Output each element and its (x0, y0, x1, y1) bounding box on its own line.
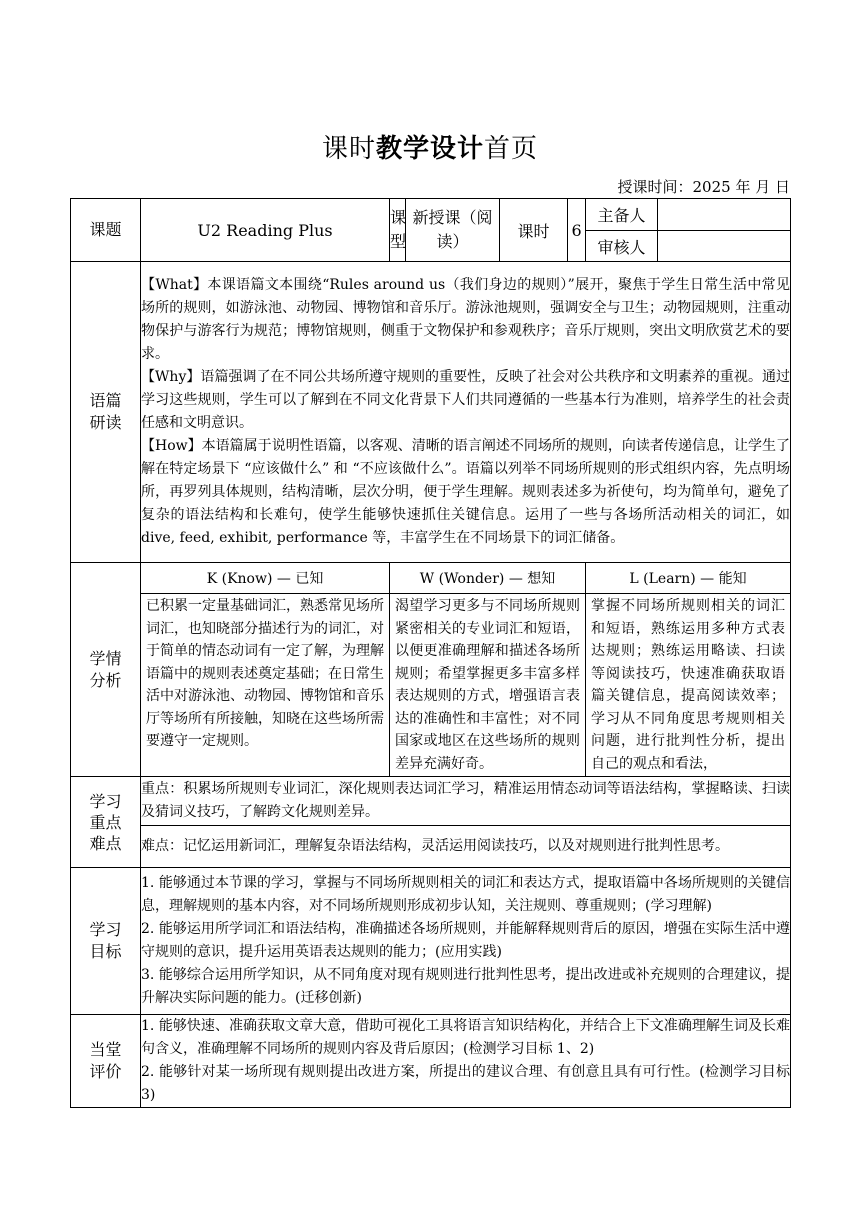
kwl-know-text: 已积累一定量基础词汇，熟悉常见场所词汇，也知晓部分描述行为的词汇，对于简单的情态动词有一定了解，为理解语篇中的规则表述奠定基础；在日常生活中对游泳池、动物园、博物馆和音乐厅等场所有所接触，知晓在这些场所需要遵守一定规则。 (141, 594, 390, 777)
preparer-label: 主备人 (586, 199, 658, 231)
objective-item: 3. 能够综合运用所学知识，从不同角度对现有规则进行批判性思考，提出改进或补充规则的合理建议，提升解决实际问题的能力。(迁移创新) (141, 967, 791, 1006)
text-study-label: 语篇研读 (71, 262, 141, 563)
kwl-wonder-header: W (Wonder) — 想知 (390, 563, 586, 594)
assessment-item: 1. 能够快速、准确获取文章大意，借助可视化工具将语言知识结构化，并结合上下文准确理解生词及长难句含义，准确理解不同场所的规则内容及背后原因；(检测学习目标 1、2) (141, 1018, 791, 1057)
difficult-points-text: 难点：记忆运用新词汇，理解复杂语法结构，灵活运用阅读技巧，以及对规则进行批判性思考。 (141, 826, 791, 868)
period-value: 6 (568, 199, 586, 262)
reviewer-label: 审核人 (586, 231, 658, 262)
assessment-label: 当堂评价 (71, 1015, 141, 1108)
text-study-content (141, 262, 791, 563)
type-label: 课型 (390, 199, 406, 262)
objectives-content (141, 868, 791, 1015)
title-bold: 教学设计 (375, 134, 484, 164)
learner-analysis-label: 学情分析 (71, 563, 141, 777)
lesson-plan-table (70, 198, 791, 1108)
lesson-date: 授课时间：2025 年 月 日 (617, 178, 790, 196)
objective-item: 2. 能够运用所学词汇和语法结构，准确描述各场所规则，并能解释规则背后的原因，增强在实际生活中遵守规则的意识，提升运用英语表达规则的能力；(应用实践) (141, 921, 791, 960)
reviewer-value (658, 231, 791, 262)
text-study-why: 【Why】语篇强调了在不同公共场所遵守规则的重要性，反映了社会对公共秩序和文明素养的重视。通过学习这些规则，学生可以了解到在不同文化背景下人们共同遵循的一些基本行为准则，培养学生的社会责任感和文明意识。 (141, 369, 791, 431)
assessment-item: 2. 能够针对某一场所现有规则提出改进方案，所提出的建议合理、有创意且具有可行性。(检测学习目标 3) (141, 1064, 791, 1103)
kwl-learn-header: L (Learn) — 能知 (586, 563, 791, 594)
kwl-learn-text: 掌握不同场所规则相关的词汇和短语，熟练运用多种方式表达规则；熟练运用略读、扫读等阅读技巧，快速准确获取语篇关键信息，提高阅读效率；学习从不同角度思考规则相关问题，进行批判性分析，提出自己的观点和看法， (586, 594, 791, 777)
assessment-content (141, 1015, 791, 1108)
key-points-label: 学习重点难点 (71, 777, 141, 868)
objective-item: 1. 能够通过本节课的学习，掌握与不同场所规则相关的词汇和表达方式，提取语篇中各场所规则的关键信息，理解规则的基本内容，对不同场所规则形成初步认知，关注规则、尊重规则；(学习理解) (141, 875, 791, 914)
text-study-how: 【How】本语篇属于说明性语篇，以客观、清晰的语言阐述不同场所的规则，向读者传递信息，让学生了解在特定场景下 “应该做什么” 和 “不应该做什么”。语篇以列举不同场所规则的形式组织内容，先点明场所，再罗列具体规则，结构清晰，层次分明，便于学生理解。规则表述多为祈使句，均为简单句，避免了复杂的语法结构和长难句，使学生能够快速抓住关键信息。运用了一些与各场所活动相关的词汇，如 dive, feed, exhibit, performance 等，丰富学生在不同场景下的词汇储备。 (141, 438, 791, 546)
key-points-text: 重点：积累场所规则专业词汇，深化规则表达词汇学习，精准运用情态动词等语法结构，掌握略读、扫读及猜词义技巧，了解跨文化规则差异。 (141, 777, 791, 826)
title-prefix: 课时 (321, 134, 376, 164)
preparer-value (658, 199, 791, 231)
objectives-label: 学习目标 (71, 868, 141, 1015)
type-value: 新授课（阅读） (406, 199, 500, 262)
period-label: 课时 (500, 199, 568, 262)
page-title (0, 128, 860, 165)
topic-value: U2 Reading Plus (141, 199, 390, 262)
kwl-know-header: K (Know) — 已知 (141, 563, 390, 594)
title-suffix: 首页 (484, 134, 539, 164)
text-study-what: 【What】本课语篇文本围绕“Rules around us（我们身边的规则）”展开，聚焦于学生日常生活中常见场所的规则，如游泳池、动物园、博物馆和音乐厅。游泳池规则，强调安全与卫生；动物园规则，注重动物保护与游客行为规范；博物馆规则，侧重于文物保护和参观秩序；音乐厅规则，突出文明欣赏艺术的要求。 (141, 277, 791, 362)
topic-label: 课题 (71, 199, 141, 262)
kwl-wonder-text: 渴望学习更多与不同场所规则紧密相关的专业词汇和短语，以便更准确理解和描述各场所规则；希望掌握更多丰富多样表达规则的方式，增强语言表达的准确性和丰富性；对不同国家或地区在这些场所的规则差异充满好奇。 (390, 594, 586, 777)
